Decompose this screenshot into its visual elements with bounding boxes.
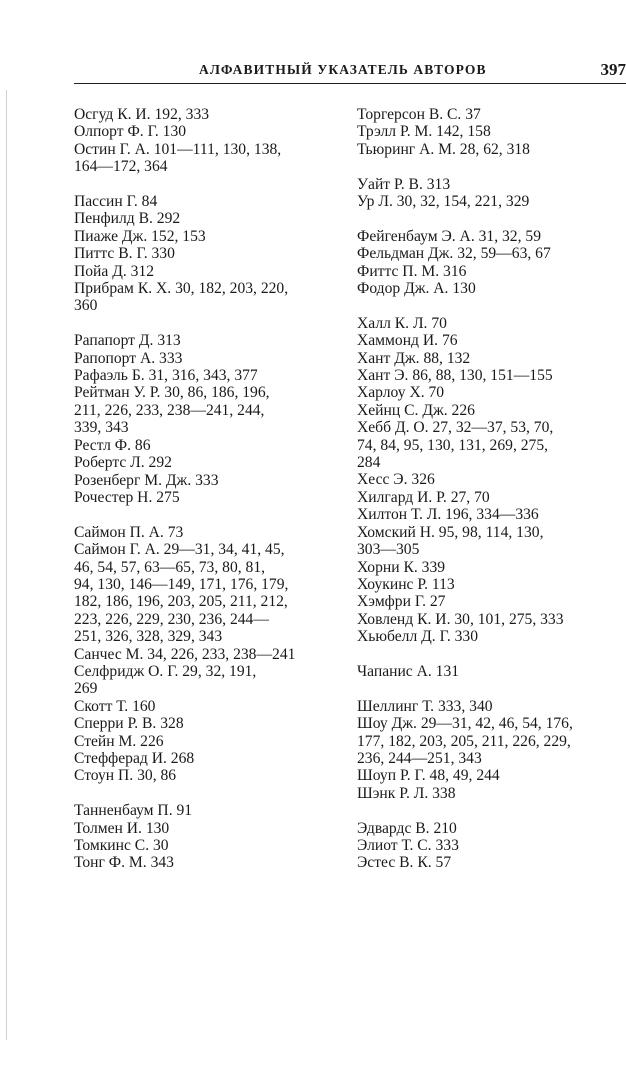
index-line: Остин Г. А. 101—111, 130, 138, <box>74 140 282 158</box>
index-line: 94, 130, 146—149, 171, 176, 179, <box>74 575 289 593</box>
index-line: Рестл Ф. 86 <box>74 436 151 454</box>
index-line: Саймон П. А. 73 <box>74 523 184 541</box>
index-line: Хоукинс Р. 113 <box>357 575 455 593</box>
index-line: Фодор Дж. А. 130 <box>357 280 476 298</box>
index-line: Элиот Т. С. 333 <box>357 836 459 854</box>
index-line: Саймон Г. А. 29—31, 34, 41, 45, <box>74 541 285 559</box>
index-line: Хебб Д. О. 27, 32—37, 53, 70, <box>357 419 554 437</box>
index-line: Харлоу Х. 70 <box>357 384 445 402</box>
group-spacer <box>357 646 619 663</box>
index-line: Чапанис А. 131 <box>357 662 460 680</box>
index-line: Питтс В. Г. 330 <box>74 245 175 263</box>
index-line: 46, 54, 57, 63—65, 73, 80, 81, <box>74 558 266 576</box>
header-title: АЛФАВИТНЫЙ УКАЗАТЕЛЬ АВТОРОВ <box>199 62 487 77</box>
index-line: Пассин Г. 84 <box>74 193 158 211</box>
index-line: Робертс Л. 292 <box>74 454 172 472</box>
index-line: 284 <box>357 454 381 472</box>
index-line: 303—305 <box>357 541 420 559</box>
index-line: Ур Л. 30, 32, 154, 221, 329 <box>357 193 530 211</box>
index-line: Стефферад И. 268 <box>74 749 195 767</box>
index-line: Рапопорт А. 333 <box>74 349 183 367</box>
index-line: Стейн М. 226 <box>74 732 164 750</box>
index-line: Рейтман У. Р. 30, 86, 186, 196, <box>74 384 270 402</box>
index-line: Хэмфри Г. 27 <box>357 593 446 611</box>
index-line: Рочестер Н. 275 <box>74 488 180 506</box>
index-line: 74, 84, 95, 130, 131, 269, 275, <box>357 436 549 454</box>
header-rule <box>74 83 626 84</box>
index-line: 236, 244—251, 343 <box>357 749 482 767</box>
index-line: Шеллинг Т. 333, 340 <box>357 697 493 715</box>
index-line: Тонг Ф. М. 343 <box>74 854 174 872</box>
index-line: Трэлл Р. М. 142, 158 <box>357 123 491 141</box>
index-line: Хомский Н. 95, 98, 114, 130, <box>357 523 544 541</box>
group-spacer <box>357 158 619 175</box>
running-header <box>74 60 626 84</box>
group-spacer <box>74 176 336 193</box>
page-number: 397 <box>600 60 626 79</box>
index-line: Пенфилд В. 292 <box>74 210 181 228</box>
index-line: 339, 343 <box>74 419 129 437</box>
index-line: Фельдман Дж. 32, 59—63, 67 <box>357 245 551 263</box>
index-line: 223, 226, 229, 230, 236, 244— <box>74 610 269 628</box>
index-line: Шоуп Р. Г. 48, 49, 244 <box>357 767 500 785</box>
index-line: Тьюринг А. М. 28, 62, 318 <box>357 140 530 158</box>
index-line: Пиаже Дж. 152, 153 <box>74 227 206 245</box>
index-line: 269 <box>74 680 98 698</box>
index-line: Уайт Р. В. 313 <box>357 175 451 193</box>
index-line: 251, 326, 328, 329, 343 <box>74 628 223 646</box>
group-spacer <box>357 210 619 227</box>
index-line: Хант Дж. 88, 132 <box>357 349 471 367</box>
index-line: Хаммонд И. 76 <box>357 332 458 350</box>
index-line: 211, 226, 233, 238—241, 244, <box>74 401 265 419</box>
index-line: Эдвардс В. 210 <box>357 819 457 837</box>
index-line: 164—172, 364 <box>74 158 168 176</box>
index-line: Танненбаум П. 91 <box>74 802 193 820</box>
index-line: Халл К. Л. 70 <box>357 314 447 332</box>
index-line: Осгуд К. И. 192, 333 <box>74 106 210 123</box>
left-column <box>74 106 336 872</box>
index-line: Сперри Р. В. 328 <box>74 715 184 733</box>
index-line: Санчес М. 34, 226, 233, 238—241 <box>74 645 296 663</box>
index-line: Хант Э. 86, 88, 130, 151—155 <box>357 367 553 385</box>
index-line: 177, 182, 203, 205, 211, 226, 229, <box>357 732 571 750</box>
index-line: Торгерсон В. С. 37 <box>357 106 481 123</box>
group-spacer <box>74 506 336 523</box>
index-line: Толмен И. 130 <box>74 819 170 837</box>
index-line: Рапапорт Д. 313 <box>74 332 181 350</box>
index-line: Хейнц С. Дж. 226 <box>357 401 475 419</box>
index-line: Томкинс С. 30 <box>74 837 169 854</box>
index-line: 182, 186, 196, 203, 205, 211, 212, <box>74 593 288 611</box>
index-line: Фиттс П. М. 316 <box>357 262 467 280</box>
index-line: Ховленд К. И. 30, 101, 275, 333 <box>357 610 564 628</box>
index-line: Шоу Дж. 29—31, 42, 46, 54, 176, <box>357 715 573 733</box>
index-line: Хесс Э. 326 <box>357 471 435 489</box>
index-line: Розенберг М. Дж. 333 <box>74 471 219 489</box>
index-line: Шэнк Р. Л. 338 <box>357 784 456 802</box>
right-column <box>357 106 619 872</box>
index-line: Хьюбелл Д. Г. 330 <box>357 628 479 646</box>
index-line: Пойа Д. 312 <box>74 262 155 280</box>
index-line: Олпорт Ф. Г. 130 <box>74 123 187 141</box>
index-line: Хилгард И. Р. 27, 70 <box>357 488 490 506</box>
index-line: Эстес В. К. 57 <box>357 854 452 872</box>
group-spacer <box>74 785 336 802</box>
index-line: Рафаэль Б. 31, 316, 343, 377 <box>74 367 258 385</box>
index-line: Прибрам К. Х. 30, 182, 203, 220, <box>74 280 289 298</box>
index-line: 360 <box>74 297 98 315</box>
index-line: Скотт Т. 160 <box>74 697 156 715</box>
group-spacer <box>357 297 619 314</box>
page-edge-shadow <box>6 90 7 1040</box>
index-line: Стоун П. 30, 86 <box>74 767 177 785</box>
index-line: Хорни К. 339 <box>357 558 446 576</box>
index-line: Селфридж О. Г. 29, 32, 191, <box>74 662 257 680</box>
group-spacer <box>357 802 619 819</box>
group-spacer <box>357 680 619 697</box>
index-line: Фейгенбаум Э. А. 31, 32, 59 <box>357 227 541 245</box>
index-line: Хилтон Т. Л. 196, 334—336 <box>357 506 539 524</box>
group-spacer <box>74 315 336 332</box>
